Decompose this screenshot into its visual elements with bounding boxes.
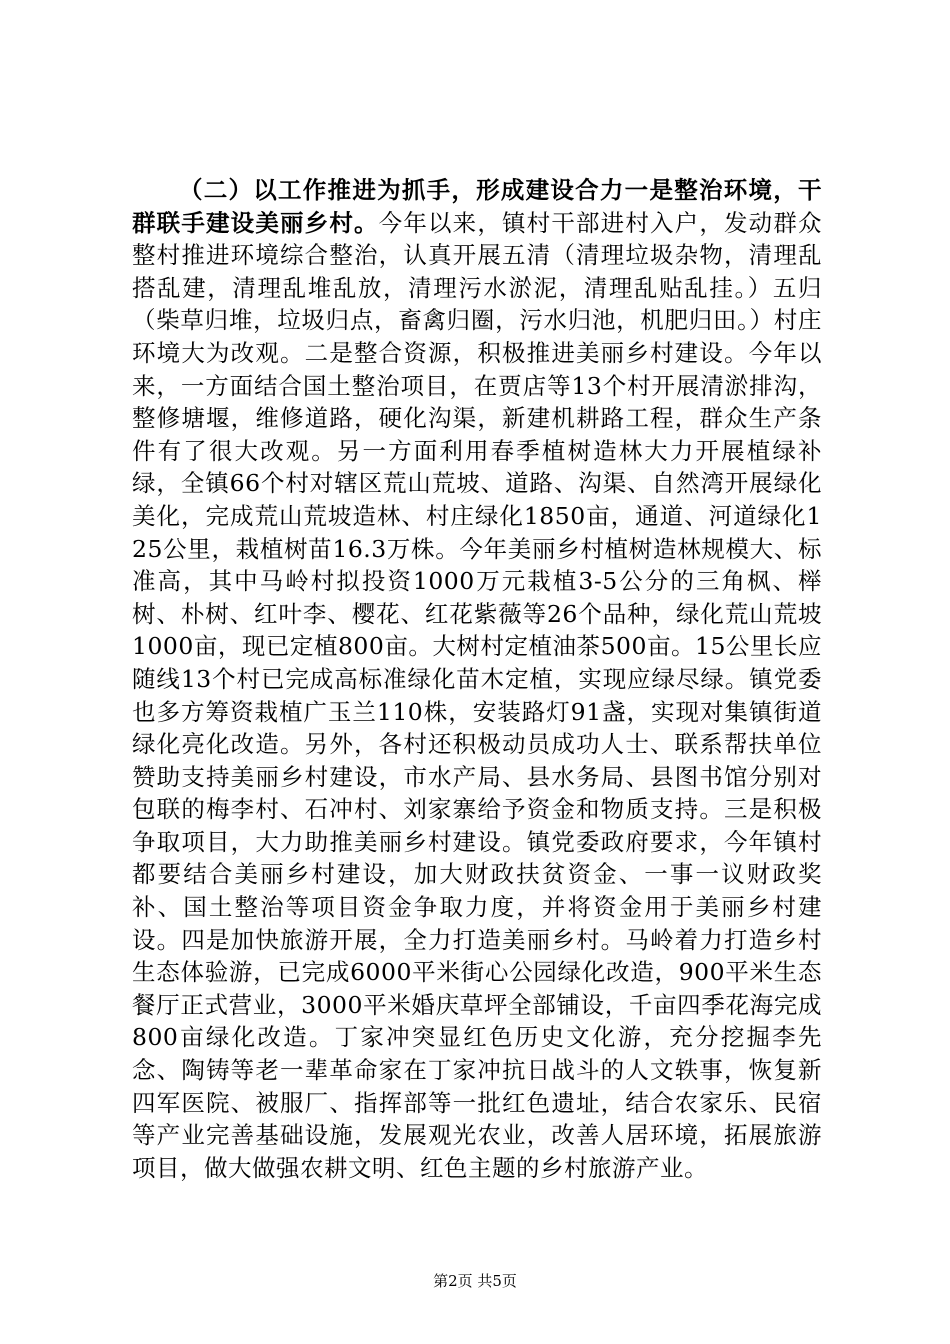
- section-lead: （二）以工作推进为抓手，形成建设合力一是整治环境，干群联手建设美丽乡村。: [132, 176, 822, 237]
- page-footer: 第2页 共5页: [433, 1272, 517, 1290]
- body-paragraph: [132, 174, 822, 1184]
- paragraph-text: 今年以来，镇村干部进村入户，发动群众整村推进环境综合整治，认真开展五清（清理垃圾杂物，清理乱搭乱建，清理乱堆乱放，清理污水淤泥，清理乱贴乱挂。）五归（柴草归堆，垃圾归点，畜禽归圈，污水归池，机肥归田。）村庄环境大为改观。二是整合资源，积极推进美丽乡村建设。今年以来，一方面结合国土整治项目，在贾店等13个村开展清淤排沟，整修塘堰，维修道路，硬化沟渠，新建机耕路工程，群众生产条件有了很大改观。另一方面利用春季植树造林大力开展植绿补绿，全镇66个村对辖区荒山荒坡、道路、沟渠、自然湾开展绿化美化，完成荒山荒坡造林、村庄绿化1850亩，通道、河道绿化125公里，栽植树苗16.3万株。今年美丽乡村植树造林规模大、标准高，其中马岭村拟投资1000万元栽植3-5公分的三角枫、榉树、朴树、红叶李、樱花、红花紫薇等26个品种，绿化荒山荒坡1000亩，现已定植800亩。大树村定植油茶500亩。15公里长应随线13个村已完成高标准绿化苗木定植，实现应绿尽绿。镇党委也多方筹资栽植广玉兰110株，安装路灯91盏，实现对集镇街道绿化亮化改造。另外，各村还积极动员成功人士、联系帮扶单位赞助支持美丽乡村建设，市水产局、县水务局、县图书馆分别对包联的梅李村、石冲村、刘家寨给予资金和物质支持。三是积极争取项目，大力助推美丽乡村建设。镇党委政府要求，今年镇村都要结合美丽乡村建设，加大财政扶贫资金、一事一议财政奖补、国土整治等项目资金争取力度，并将资金用于美丽乡村建设。四是加快旅游开展，全力打造美丽乡村。马岭着力打造乡村生态体验游，已完成6000平米街心公园绿化改造，900平米生态餐厅正式营业，3000平米婚庆草坪全部铺设，千亩四季花海完成800亩绿化改造。丁家冲突显红色历史文化游，充分挖掘李先念、陶铸等老一辈革命家在丁家冲抗日战斗的人文轶事，恢复新四军医院、被服厂、指挥部等一批红色遗址，结合农家乐、民宿等产业完善基础设施，发展观光农业，改善人居环境，拓展旅游项目，做大做强农耕文明、红色主题的乡村旅游产业。: [132, 208, 823, 1182]
